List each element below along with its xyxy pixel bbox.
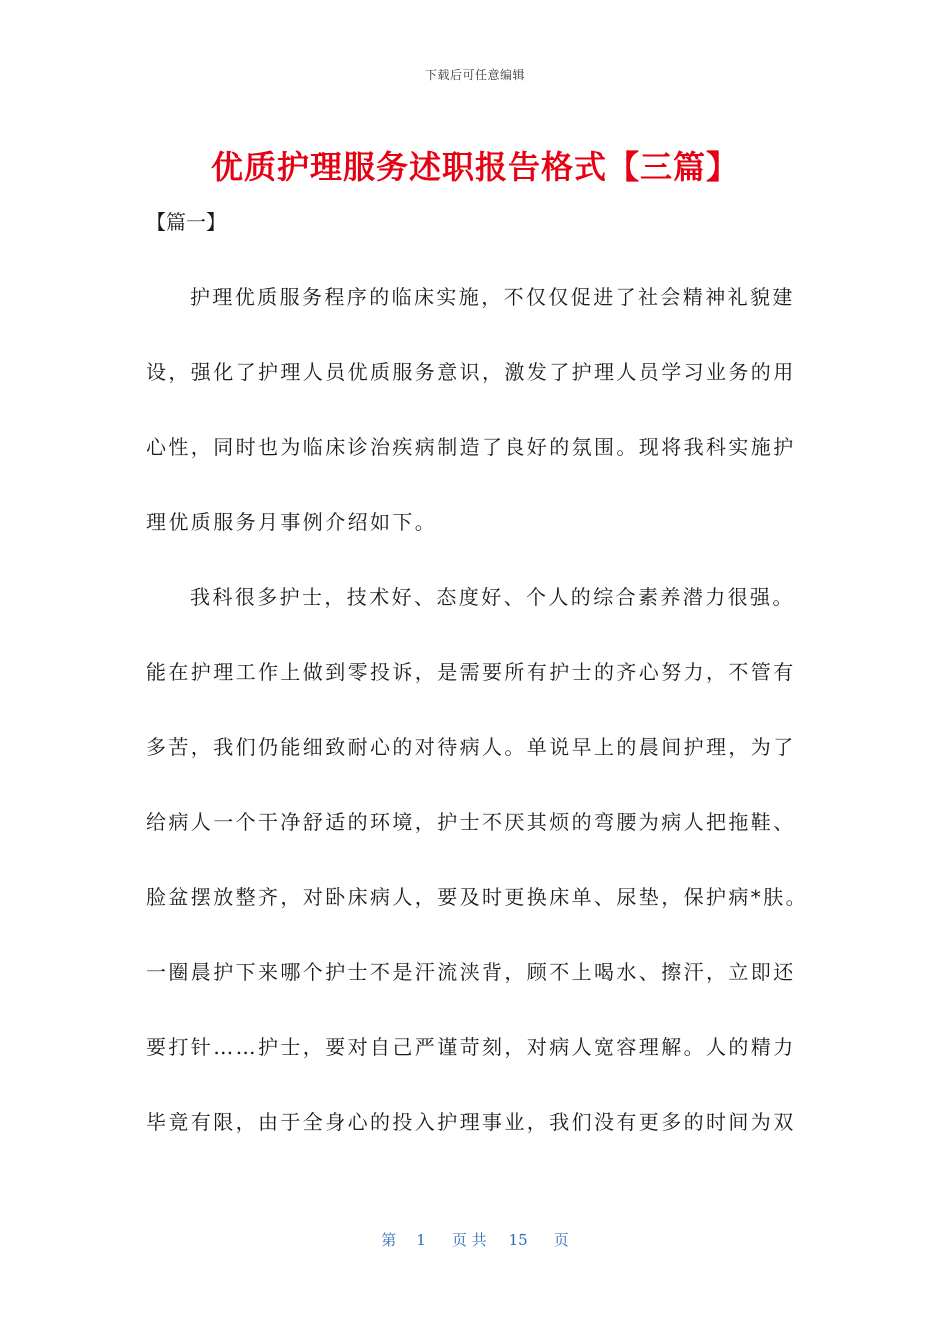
footer-prefix: 第 [381,1231,397,1249]
paragraph-line: 心性，同时也为临床诊治疾病制造了良好的氛围。现将我科实施护 [146,435,796,459]
page-footer [0,1229,950,1250]
paragraph-line: 给病人一个干净舒适的环境，护士不厌其烦的弯腰为病人把拖鞋、 [146,810,796,834]
paragraph-line: 多苦，我们仍能细致耐心的对待病人。单说早上的晨间护理，为了 [146,735,796,759]
paragraph-line: 设，强化了护理人员优质服务意识，激发了护理人员学习业务的用 [146,360,796,384]
paragraph-line: 脸盆摆放整齐，对卧床病人，要及时更换床单、尿垫，保护病*肤。 [146,885,808,909]
paragraph-line: 护理优质服务程序的临床实施，不仅仅促进了社会精神礼貌建 [190,285,795,309]
footer-page-number: 1 [416,1231,426,1249]
paragraph-line: 毕竟有限，由于全身心的投入护理事业，我们没有更多的时间为双 [146,1110,796,1134]
document-title: 优质护理服务述职报告格式【三篇】 [210,148,739,186]
footer-total-pages: 15 [508,1231,528,1249]
paragraph-line: 理优质服务月事例介绍如下。 [146,510,438,534]
body-text [146,272,808,1172]
section-label: 【篇一】 [146,210,226,234]
paragraph-line: 一圈晨护下来哪个护士不是汗流浃背，顾不上喝水、擦汗，立即还 [146,960,796,984]
header-note: 下载后可任意编辑 [424,68,525,82]
footer-middle: 页 共 [451,1231,487,1249]
paragraph-line: 我科很多护士，技术好、态度好、个人的综合素养潜力很强。 [190,585,795,609]
paragraph-line: 能在护理工作上做到零投诉，是需要所有护士的齐心努力，不管有 [146,660,796,684]
footer-suffix: 页 [553,1231,569,1249]
paragraph-line: 要打针……护士，要对自己严谨苛刻，对病人宽容理解。人的精力 [146,1035,796,1059]
